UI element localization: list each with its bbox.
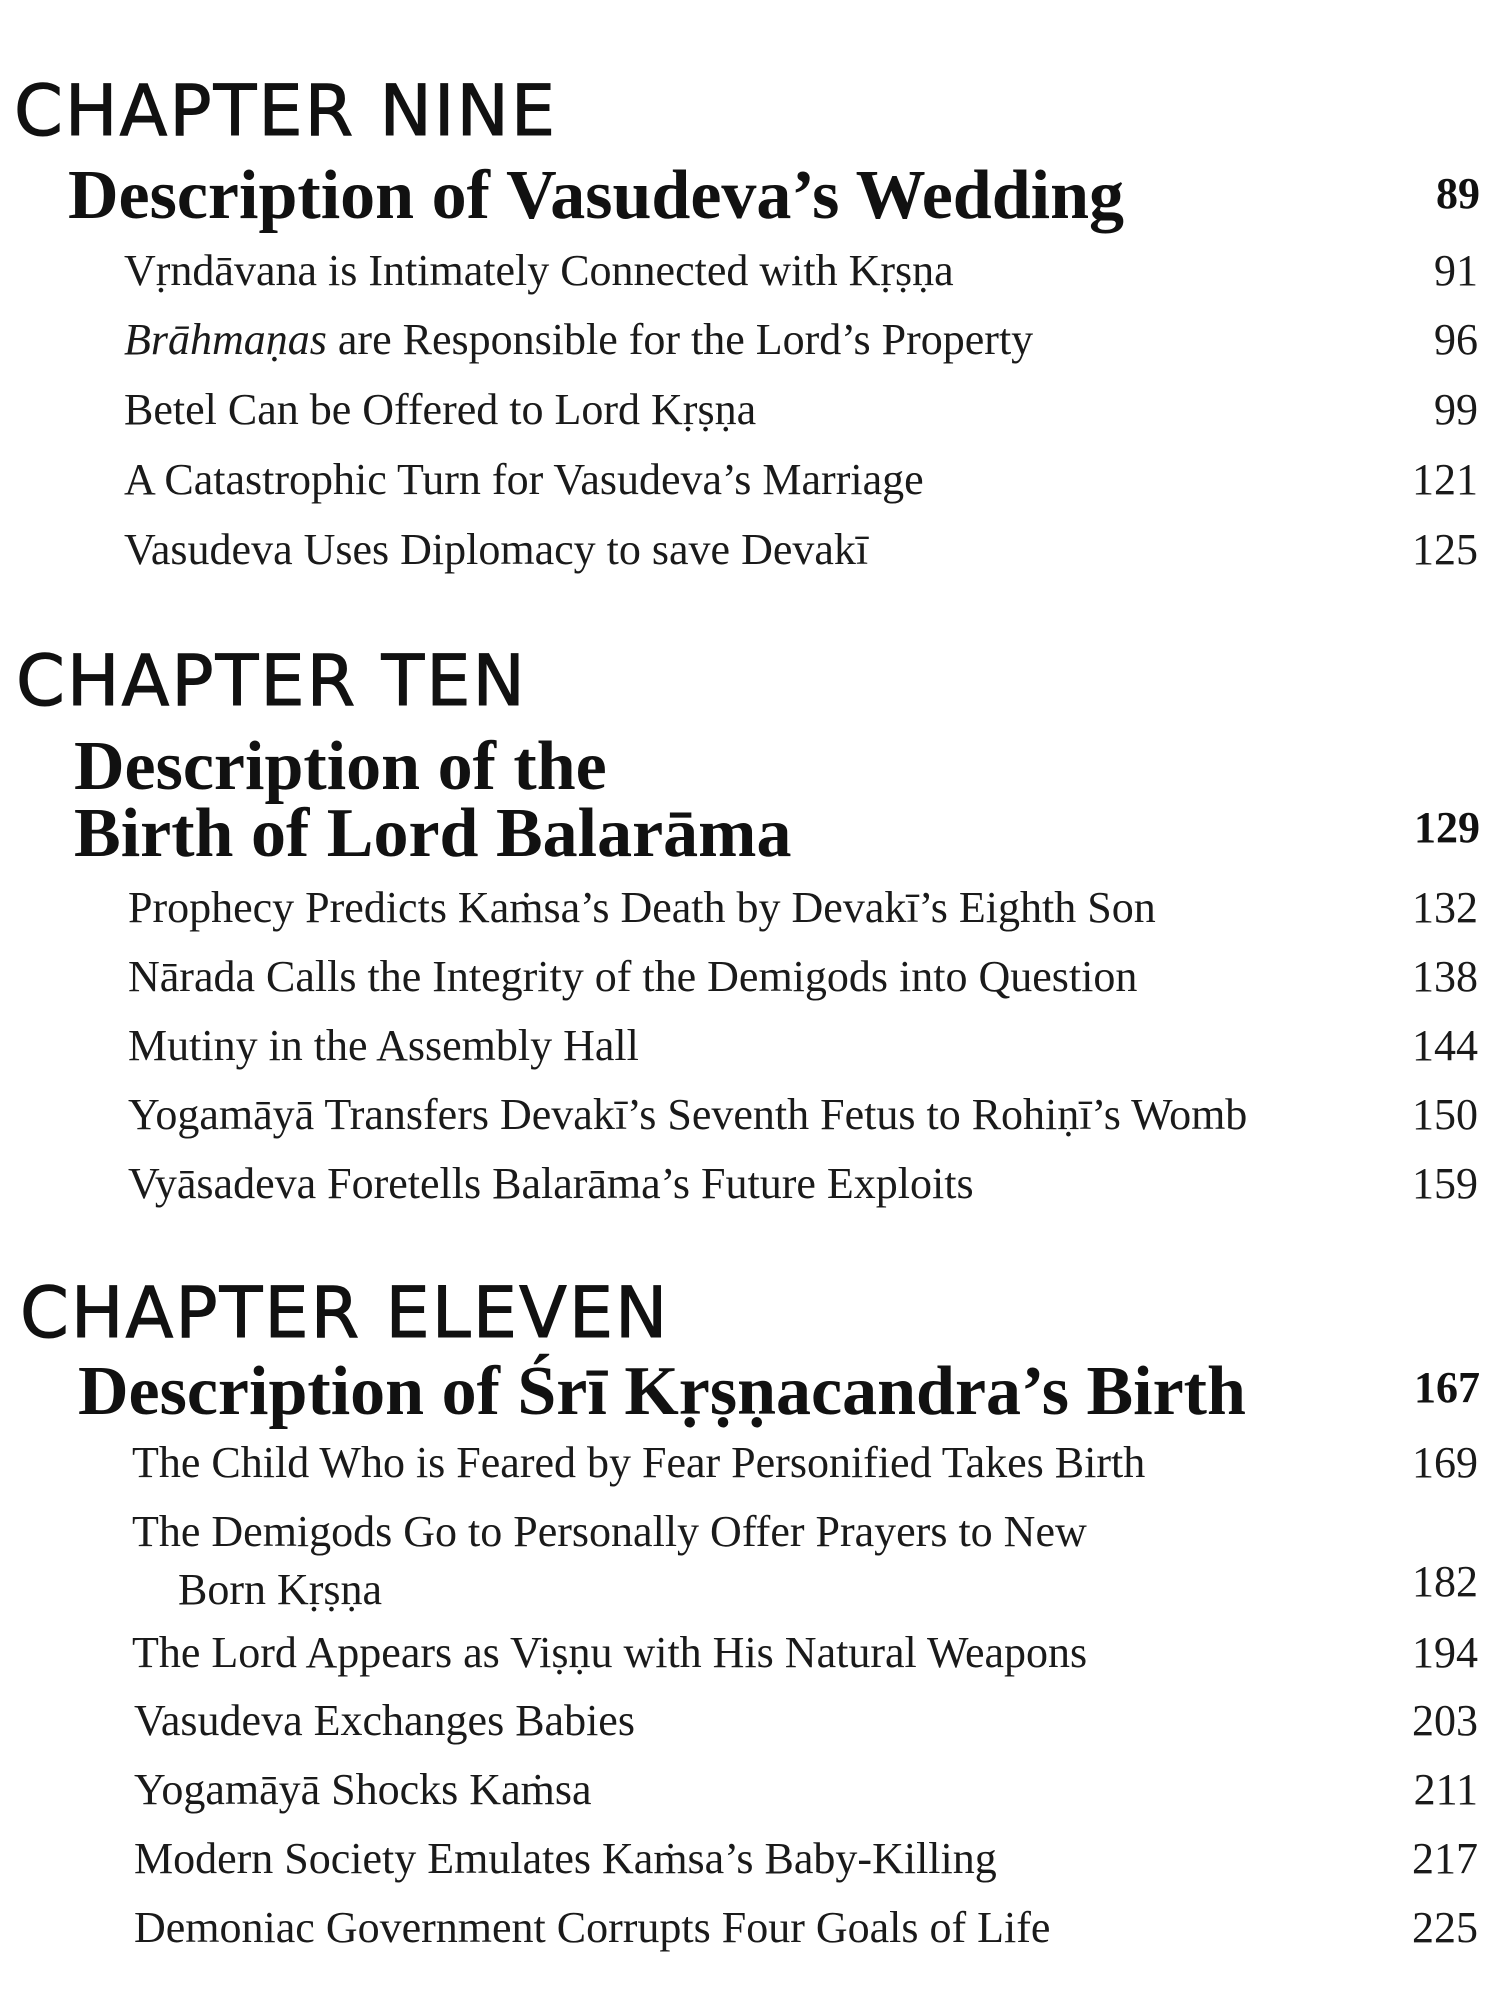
toc-entry-title: The Demigods Go to Personally Offer Prayers to New: [132, 1507, 1087, 1556]
toc-entry-title: Betel Can be Offered to Lord Kṛṣṇa: [124, 385, 757, 434]
chapter-page-number: 167: [1414, 1363, 1480, 1412]
toc-entry-title: Modern Society Emulates Kaṁsa’s Baby-Killing: [134, 1834, 997, 1883]
toc-entry-page: 96: [1434, 315, 1478, 364]
toc-entry-title: The Child Who is Feared by Fear Personified Takes Birth: [132, 1438, 1146, 1487]
toc-entry-title: Vasudeva Uses Diplomacy to save Devakī: [124, 525, 869, 574]
toc-entry-title: The Lord Appears as Viṣṇu with His Natural Weapons: [132, 1628, 1088, 1677]
toc-entry-page: 125: [1412, 525, 1478, 574]
chapter-page-number: 129: [1414, 803, 1480, 852]
chapter-title: Description of Vasudeva’s Wedding: [68, 157, 1125, 234]
chapter-label: CHAPTER TEN: [16, 640, 527, 722]
toc-entry[interactable]: [0, 1089, 1500, 1159]
chapter-title: Description of Śrī Kṛṣṇacandra’s Birth: [78, 1353, 1246, 1430]
toc-entry-page: 99: [1434, 385, 1478, 434]
toc-entry[interactable]: [0, 245, 1500, 315]
toc-entry-title: Vasudeva Exchanges Babies: [134, 1696, 635, 1745]
toc-entry-title: Vyāsadeva Foretells Balarāma’s Future Exploits: [128, 1159, 974, 1208]
chapter-page-number: 89: [1436, 169, 1480, 218]
toc-entry-page: 182: [1412, 1557, 1478, 1606]
toc-entry[interactable]: [0, 384, 1500, 454]
toc-entry[interactable]: [0, 1437, 1500, 1507]
toc-entry[interactable]: [0, 882, 1500, 952]
toc-entry-title: Demoniac Government Corrupts Four Goals of Life: [134, 1903, 1051, 1952]
toc-entry-page: 225: [1412, 1903, 1478, 1952]
toc-entry[interactable]: [0, 314, 1500, 384]
toc-entry[interactable]: [0, 1833, 1500, 1903]
toc-entry-page: 169: [1412, 1438, 1478, 1487]
chapter-label: CHAPTER NINE: [14, 70, 558, 152]
toc-entry-page: 91: [1434, 246, 1478, 295]
toc-entry[interactable]: [0, 1764, 1500, 1834]
toc-entry-page: 159: [1412, 1159, 1478, 1208]
toc-entry-title: [124, 314, 1033, 365]
toc-entry-title: Yogamāyā Transfers Devakī’s Seventh Fetus to Rohiṇī’s Womb: [128, 1090, 1248, 1139]
toc-entry-title-italic: Brāhmaṇas: [124, 315, 327, 364]
toc-entry-title: Mutiny in the Assembly Hall: [128, 1021, 639, 1070]
toc-entry-page: 121: [1412, 455, 1478, 504]
toc-entry-page: 217: [1412, 1834, 1478, 1883]
chapter-label: CHAPTER ELEVEN: [20, 1272, 670, 1354]
toc-entry-title-continued: Born Kṛṣṇa: [178, 1565, 383, 1614]
toc-entry[interactable]: [0, 1158, 1500, 1228]
toc-entry-title: Vṛndāvana is Intimately Connected with Kṛṣṇa: [124, 246, 954, 295]
toc-entry[interactable]: [0, 1020, 1500, 1090]
chapter-title-line-1: Description of the: [74, 728, 607, 805]
toc-entry-title: Yogamāyā Shocks Kaṁsa: [134, 1765, 592, 1814]
toc-entry[interactable]: [0, 1627, 1500, 1697]
toc-entry-page: 144: [1412, 1021, 1478, 1070]
toc-entry[interactable]: [0, 1902, 1500, 1972]
chapter-title-line-2: Birth of Lord Balarāma: [74, 795, 792, 872]
toc-entry-page: 203: [1412, 1696, 1478, 1745]
toc-entry-title: Nārada Calls the Integrity of the Demigods into Question: [128, 952, 1138, 1001]
toc-entry[interactable]: [0, 1695, 1500, 1765]
toc-entry[interactable]: [0, 454, 1500, 524]
toc-entry-page: 132: [1412, 883, 1478, 932]
toc-entry-page: 194: [1412, 1628, 1478, 1677]
toc-entry[interactable]: [0, 524, 1500, 594]
toc-entry-page: 150: [1412, 1090, 1478, 1139]
toc-entry[interactable]: [0, 951, 1500, 1021]
toc-entry-title: A Catastrophic Turn for Vasudeva’s Marriage: [124, 455, 924, 504]
toc-entry-title-rest: are Responsible for the Lord’s Property: [326, 315, 1034, 364]
toc-entry-page: 211: [1413, 1765, 1478, 1814]
toc-entry[interactable]: [0, 1506, 1500, 1636]
toc-entry-page: 138: [1412, 952, 1478, 1001]
toc-entry-title: Prophecy Predicts Kaṁsa’s Death by Devakī’s Eighth Son: [128, 883, 1156, 932]
